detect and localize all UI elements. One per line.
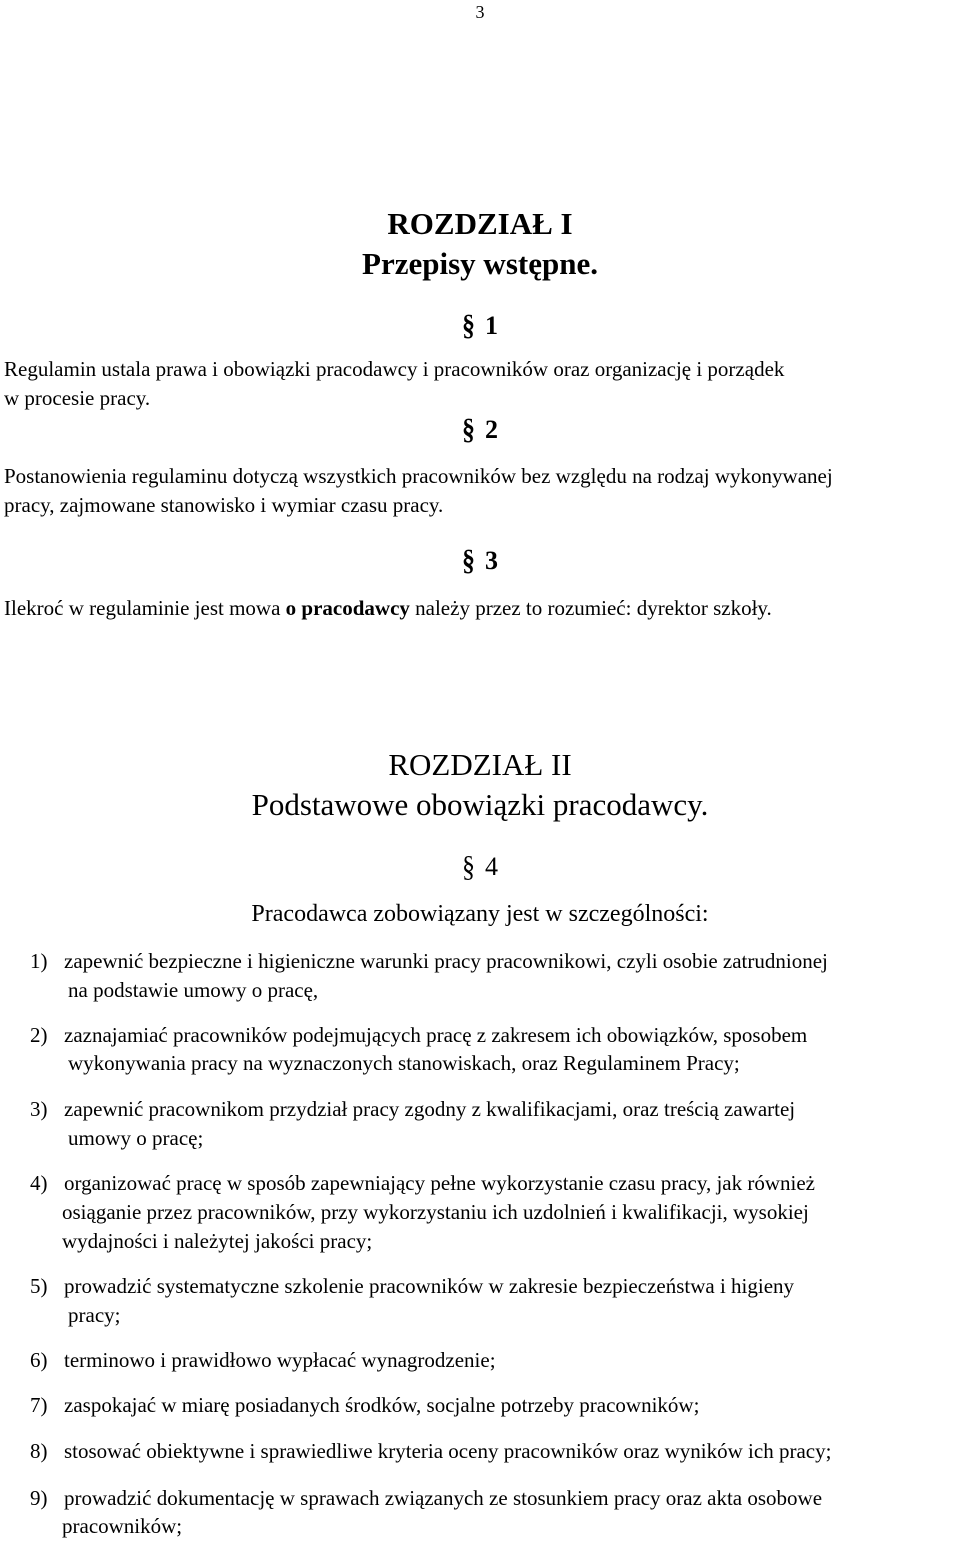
list-item-continuation: wykonywania pracy na wyznaczonych stanowiskach, oraz Regulaminem Pracy; (68, 1051, 740, 1075)
section-number: 3 (485, 546, 498, 575)
list-item-line: zapewnić bezpieczne i higieniczne warunki pracy pracownikowi, czyli osobie zatrudnionej (64, 949, 828, 973)
section-number: 2 (485, 415, 498, 444)
list-item-continuation: na podstawie umowy o pracę, (68, 978, 319, 1002)
section-3-text-bold: o pracodawcy (285, 596, 410, 620)
list-item-continuation: wydajności i należytej jakości pracy; (62, 1229, 373, 1253)
section-1-heading (0, 308, 960, 343)
chapter-2-title: ROZDZIAŁ II (388, 747, 572, 782)
list-item-number: 9) (30, 1486, 48, 1510)
section-symbol: § (462, 849, 475, 884)
list-item-line: zaznajamiać pracowników podejmujących pracę z zakresem ich obowiązków, sposobem (64, 1023, 808, 1047)
list-item-number: 7) (30, 1393, 48, 1417)
list-item-continuation: pracowników; (62, 1514, 183, 1538)
section-number: 4 (485, 852, 498, 881)
page-number: 3 (475, 2, 485, 22)
chapter-1-title: ROZDZIAŁ I (387, 206, 573, 241)
section-number: 1 (485, 311, 498, 340)
section-symbol: § (462, 543, 475, 578)
list-item-number: 1) (30, 949, 48, 973)
section-2-text-line-1: Postanowienia regulaminu dotyczą wszystkich pracowników bez względu na rodzaj wykonywanej (4, 464, 833, 488)
list-item (30, 1095, 795, 1124)
list-item-continuation: osiąganie przez pracowników, przy wykorzystaniu ich uzdolnień i kwalifikacji, wysokiej (62, 1200, 809, 1224)
list-item-number: 8) (30, 1439, 48, 1463)
list-item-line: terminowo i prawidłowo wypłacać wynagrodzenie; (64, 1348, 496, 1372)
list-item (30, 947, 828, 976)
list-item (30, 1272, 794, 1301)
section-3-text (4, 594, 772, 623)
list-item (30, 1484, 822, 1513)
section-2-text-line-2: pracy, zajmowane stanowisko i wymiar czasu pracy. (4, 493, 444, 517)
list-item-number: 4) (30, 1171, 48, 1195)
section-1-text-line-1: Regulamin ustala prawa i obowiązki pracodawcy i pracowników oraz organizację i porządek (4, 357, 785, 381)
list-item-line: organizować pracę w sposób zapewniający pełne wykorzystanie czasu pracy, jak również (64, 1171, 816, 1195)
section-1-text-line-2: w procesie pracy. (4, 386, 151, 410)
section-2-heading (0, 412, 960, 447)
section-3-text-before: Ilekroć w regulaminie jest mowa (4, 596, 286, 620)
list-item (30, 1346, 496, 1375)
list-item (30, 1169, 815, 1198)
list-item-number: 6) (30, 1348, 48, 1372)
list-item-line: zaspokajać w miarę posiadanych środków, socjalne potrzeby pracowników; (64, 1393, 700, 1417)
section-4-intro: Pracodawca zobowiązany jest w szczególności: (251, 901, 709, 927)
section-3-text-after: należy przez to rozumieć: dyrektor szkoły. (409, 596, 772, 620)
list-item-line: stosować obiektywne i sprawiedliwe kryteria oceny pracowników oraz wyników ich pracy; (64, 1439, 832, 1463)
list-item-line: zapewnić pracownikom przydział pracy zgodny z kwalifikacjami, oraz treścią zawartej (64, 1097, 796, 1121)
section-4-heading (0, 849, 960, 884)
list-item-line: prowadzić systematyczne szkolenie pracowników w zakresie bezpieczeństwa i higieny (64, 1274, 795, 1298)
section-symbol: § (462, 308, 475, 343)
list-item (30, 1391, 699, 1420)
list-item-line: prowadzić dokumentację w sprawach związanych ze stosunkiem pracy oraz akta osobowe (64, 1486, 823, 1510)
chapter-1-subtitle: Przepisy wstępne. (362, 246, 598, 281)
section-3-heading (0, 543, 960, 578)
list-item (30, 1437, 831, 1466)
chapter-2-subtitle: Podstawowe obowiązki pracodawcy. (251, 787, 709, 822)
list-item (30, 1021, 807, 1050)
list-item-continuation: umowy o pracę; (68, 1126, 204, 1150)
list-item-number: 2) (30, 1023, 48, 1047)
list-item-continuation: pracy; (68, 1303, 121, 1327)
section-symbol: § (462, 412, 475, 447)
list-item-number: 3) (30, 1097, 48, 1121)
list-item-number: 5) (30, 1274, 48, 1298)
